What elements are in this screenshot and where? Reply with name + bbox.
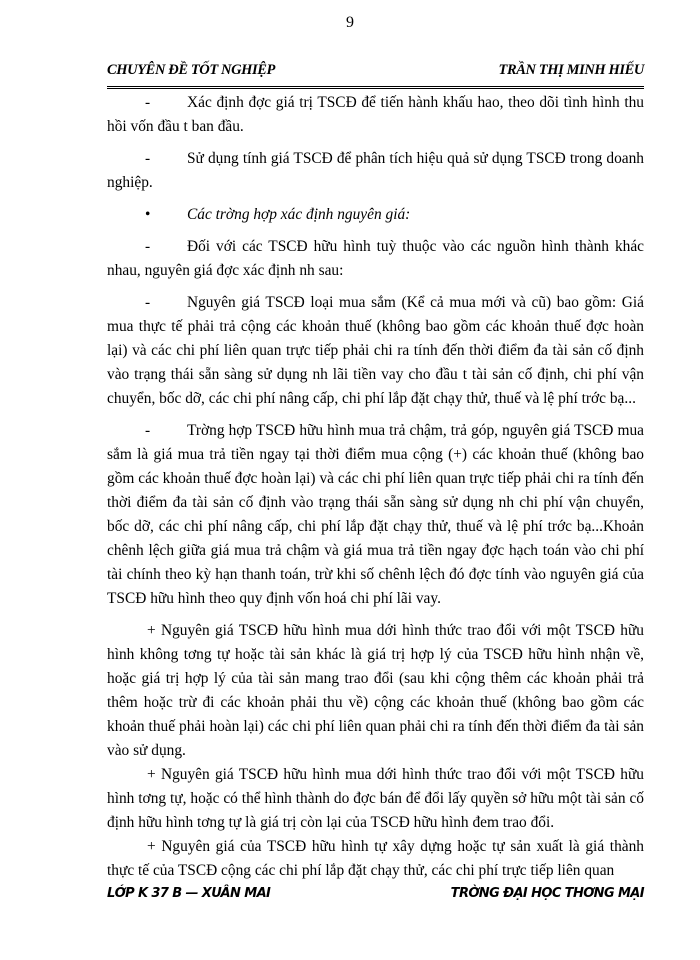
header-double-rule xyxy=(107,86,644,89)
page-footer xyxy=(107,886,644,910)
plus-paragraph: + Nguyên giá TSCĐ hữu hình mua dới hình thức trao đổi với một TSCĐ hữu hình không tơng tự hoặc tài sản khác là giá trị hợp lý của TSCĐ hữu hình nhận về, hoặc giá trị hợp lý của tài sản mang trao đổi (sau khi cộng thêm các khoản phải trả thêm hoặc trừ đi các khoản phải thu về) cộng các khoản thuế (không bao gồm các khoản thuế phải hoàn lại) các chi phí liên quan phải chi ra tính đến thời điểm đa tài sản vào sử dụng. xyxy=(107,622,644,759)
header-author-name: TRẦN THỊ MINH HIẾU xyxy=(498,62,644,78)
page-number: 9 xyxy=(346,14,354,31)
bullet-paragraph xyxy=(107,291,644,411)
dash-marker: - xyxy=(145,94,151,111)
dash-marker: - xyxy=(145,238,151,255)
dash-marker: - xyxy=(145,150,151,167)
paragraph-text: Sử dụng tính giá TSCĐ để phân tích hiệu quả sử dụng TSCĐ trong doanh nghiệp. xyxy=(107,150,644,191)
paragraph-text: Nguyên giá TSCĐ loại mua sắm (Kể cả mua mới và cũ) bao gồm: Giá mua thực tế phải trả cộng các khoản thuế (không bao gồm các khoản thuế đợc hoàn lại) và các chi phí liên quan trực tiếp phải chi ra tính đến thời điểm đa tài sản cố định vào trạng thái sẵn sàng sử dụng nh lãi tiền vay cho đầu t tài sản cố định, chi phí vận chuyển, bốc dỡ, các chi phí nâng cấp, chi phí lắp đặt chạy thử, thuế và lệ phí trớc bạ... xyxy=(107,294,644,407)
bullet-paragraph xyxy=(107,147,644,195)
paragraph-text: Trờng hợp TSCĐ hữu hình mua trả chậm, trả góp, nguyên giá TSCĐ mua sắm là giá mua trả tiền ngay tại thời điểm mua cộng (+) các khoản thuế (không bao gồm các khoản thuế đợc hoàn lại) và các chi phí liên quan trực tiếp phải chi ra tính đến thời điểm đa tài sản cố định vào trạng thái sẵn sàng sử dụng nh chi phí vận chuyển, bốc dỡ, các chi phí nâng cấp, chi phí lắp đặt chạy thử, thuế và lệ phí trớc bạ...Khoản chênh lệch giữa giá mua trả chậm và giá mua trả tiền ngay đợc hạch toán vào chi phí tài chính theo kỳ hạn thanh toán, trừ khi số chênh lệch đó đợc tính vào nguyên giá của TSCĐ hữu hình theo quy định vốn hoá chi phí lãi vay. xyxy=(107,422,644,607)
footer-class-name: LỚP K 37 B — XUÂN MAI xyxy=(107,886,271,901)
footer-university-name: TRỜNG ĐẠI HỌC THƠNG MẠI xyxy=(450,886,644,901)
section-heading-bullet xyxy=(107,203,644,227)
page-header xyxy=(107,62,644,84)
dash-marker: - xyxy=(145,294,151,311)
header-document-title: CHUYÊN ĐỀ TỐT NGHIỆP xyxy=(107,62,276,78)
bullet-dot-icon: • xyxy=(145,206,151,223)
bullet-paragraph xyxy=(107,91,644,139)
document-body xyxy=(107,91,644,883)
paragraph-text: Đối với các TSCĐ hữu hình tuỳ thuộc vào các nguồn hình thành khác nhau, nguyên giá đợc xác định nh sau: xyxy=(107,238,644,279)
bullet-paragraph xyxy=(107,235,644,283)
paragraph-text: Xác định đợc giá trị TSCĐ để tiến hành khấu hao, theo dõi tình hình thu hồi vốn đầu t ban đầu. xyxy=(107,94,644,135)
plus-paragraph: + Nguyên giá TSCĐ hữu hình mua dới hình thức trao đổi với một TSCĐ hữu hình tơng tự, hoặc có thể hình thành do đợc bán để đổi lấy quyền sở hữu một tài sản cố định hữu hình tơng tự là giá trị còn lại của TSCĐ hữu hình đem trao đổi. xyxy=(107,766,644,831)
section-heading-text: Các trờng hợp xác định nguyên giá: xyxy=(187,206,411,223)
plus-paragraph: + Nguyên giá của TSCĐ hữu hình tự xây dựng hoặc tự sản xuất là giá thành thực tế của TSCĐ cộng các chi phí lắp đặt chạy thử, các chi phí trực tiếp liên quan xyxy=(107,838,644,879)
bullet-paragraph xyxy=(107,419,644,611)
dash-marker: - xyxy=(145,422,151,439)
